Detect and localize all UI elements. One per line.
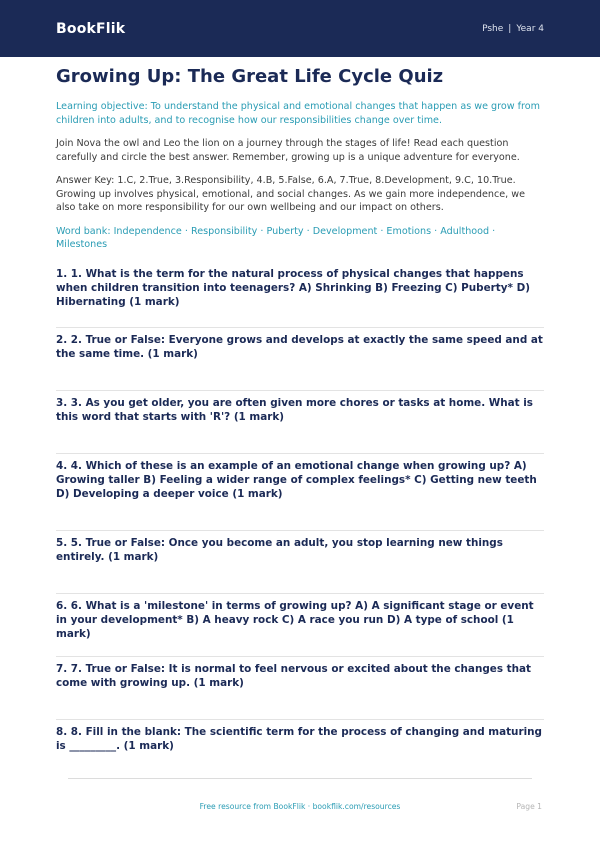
footer-credit[interactable]: Free resource from BookFlik · bookflik.com/resources [199,802,401,811]
question-text: 7. 7. True or False: It is normal to feel nervous or excited about the changes that come with growing up. (1 mark) [56,662,531,689]
question-text: 3. 3. As you get older, you are often given more chores or tasks at home. What is this word that starts with 'R'? (1 mark) [56,396,533,423]
brand-logo[interactable]: BookFlik [56,20,126,37]
question-item [56,390,544,453]
question-text: 4. 4. Which of these is an example of an emotional change when growing up? A) Growing taller B) Feeling a wider range of complex feelings* C) Getting new teeth D) Developing a deeper voice (1 mark) [56,459,537,501]
intro-paragraph: Join Nova the owl and Leo the lion on a journey through the stages of life! Read each question carefully and circle the best answer. Remember, growing up is a unique adventure for everyone. [56,138,520,163]
question-text: 1. 1. What is the term for the natural process of physical changes that happens when children transition into teenagers? A) Shrinking B) Freezing C) Puberty* D) Hibernating (1 mark) [56,267,530,309]
answer-key: Answer Key: 1.C, 2.True, 3.Responsibility, 4.B, 5.False, 6.A, 7.True, 8.Development, 9.C, 10.True. Growing up involves physical, emotional, and social changes. As we gain more independence, we also take on more responsibility for our own wellbeing and our impact on others. [56,175,526,213]
subject-label: Pshe [482,23,504,34]
page-header [0,0,600,57]
question-item [56,267,544,327]
header-meta [482,24,544,34]
question-list [56,267,544,763]
question-item [56,656,544,719]
question-text: 5. 5. True or False: Once you become an adult, you stop learning new things entirely. (1 mark) [56,536,503,563]
meta-separator: | [508,23,512,34]
question-item [56,530,544,593]
question-item [56,453,544,530]
question-text: 6. 6. What is a 'milestone' in terms of growing up? A) A significant stage or event in your development* B) A heavy rock C) A race you run D) A type of school (1 mark) [56,599,534,641]
question-text: 2. 2. True or False: Everyone grows and develops at exactly the same speed and at the same time. (1 mark) [56,333,543,360]
year-label: Year 4 [516,23,544,34]
word-bank: Word bank: Independence · Responsibility · Puberty · Development · Emotions · Adulthood · Milestones [56,225,496,250]
page-title: Growing Up: The Great Life Cycle Quiz [56,66,444,87]
question-text: 8. 8. Fill in the blank: The scientific term for the process of changing and maturing is _________. (1 mark) [56,725,542,752]
question-item [56,327,544,390]
page-number: Page 1 [516,802,542,811]
question-item [56,593,544,656]
question-item [56,719,544,763]
learning-objective: Learning objective: To understand the physical and emotional changes that happen as we grow from children into adults, and to recognise how our responsibilities change over time. [56,101,540,126]
worksheet-content [56,66,544,763]
footer-divider [68,778,532,779]
